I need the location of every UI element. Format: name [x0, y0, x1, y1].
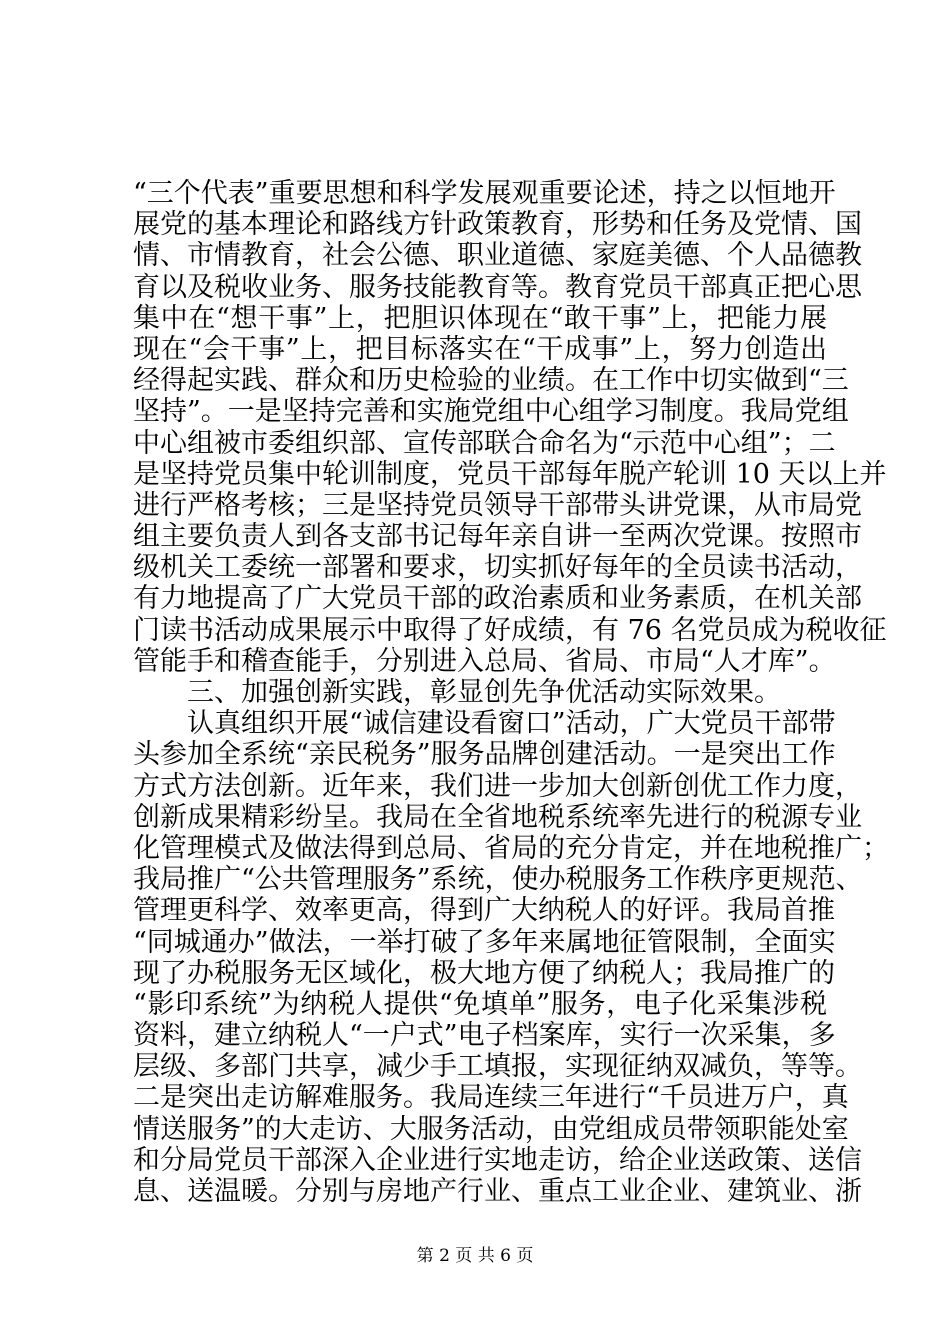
text-line: 创新成果精彩纷呈。我局在全省地税系统率先进行的税源专业	[133, 801, 862, 833]
text-line: 认真组织开展“诚信建设看窗口”活动，广大党员干部带	[187, 708, 836, 740]
text-line: 资料，建立纳税人“一户式”电子档案库，实行一次采集，多	[133, 1020, 836, 1052]
body-text	[133, 178, 889, 1207]
text-line: 组主要负责人到各支部书记每年亲自讲一至两次党课。按照市	[133, 521, 862, 553]
text-line: 管能手和稽查能手，分别进入总局、省局、市局“人才库”。	[133, 645, 836, 677]
text-line: 坚持”。一是坚持完善和实施党组中心组学习制度。我局党组	[133, 396, 849, 428]
text-line: 息、送温暖。分别与房地产行业、重点工业企业、建筑业、浙	[133, 1176, 862, 1207]
text-line: 门读书活动成果展示中取得了好成绩，有 76 名党员成为税收征	[133, 614, 887, 646]
text-line: “三个代表”重要思想和科学发展观重要论述，持之以恒地开	[133, 178, 836, 209]
text-line: 头参加全系统“亲民税务”服务品牌创建活动。一是突出工作	[133, 739, 836, 771]
text-line: 育以及税收业务、服务技能教育等。教育党员干部真正把心思	[133, 271, 862, 303]
text-line: 情送服务”的大走访、大服务活动，由党组成员带领职能处室	[133, 1113, 849, 1145]
section-heading: 三、加强创新实践，彰显创先争优活动实际效果。	[187, 677, 781, 708]
text-line: 集中在“想干事”上，把胆识体现在“敢干事”上，把能力展	[133, 302, 827, 334]
text-line: 展党的基本理论和路线方针政策教育，形势和任务及党情、国	[133, 209, 862, 241]
text-line: “同城通办”做法，一举打破了多年来属地征管限制，全面实	[133, 926, 836, 958]
text-line: 情、市情教育，社会公德、职业道德、家庭美德、个人品德教	[133, 240, 862, 272]
text-line: 现了办税服务无区域化，极大地方便了纳税人；我局推广的	[133, 957, 835, 989]
text-line: 二是突出走访解难服务。我局连续三年进行“千员进万户，真	[133, 1082, 849, 1114]
text-line: 中心组被市委组织部、宣传部联合命名为“示范中心组”；二	[133, 427, 836, 459]
text-line: 有力地提高了广大党员干部的政治素质和业务素质，在机关部	[133, 583, 862, 615]
text-line: 和分局党员干部深入企业进行实地走访，给企业送政策、送信	[133, 1144, 862, 1176]
text-line: 级机关工委统一部署和要求，切实抓好每年的全员读书活动，	[133, 552, 862, 584]
text-line: “影印系统”为纳税人提供“免填单”服务，电子化采集涉税	[133, 988, 827, 1020]
text-line: 进行严格考核；三是坚持党员领导干部带头讲党课，从市局党	[133, 489, 862, 521]
text-line: 我局推广“公共管理服务”系统，使办税服务工作秩序更规范、	[133, 864, 863, 896]
page-number-footer: 第 2 页 共 6 页	[416, 1246, 534, 1266]
text-line: 层级、多部门共享，减少手工填报，实现征纳双减负，等等。	[133, 1051, 862, 1083]
text-line: 方式方法创新。近年来，我们进一步加大创新创优工作力度，	[133, 770, 862, 802]
text-line: 是坚持党员集中轮训制度，党员干部每年脱产轮训 10 天以上并	[133, 458, 887, 490]
text-line: 管理更科学、效率更高，得到广大纳税人的好评。我局首推	[133, 895, 835, 927]
text-line: 化管理模式及做法得到总局、省局的充分肯定，并在地税推广；	[133, 832, 889, 864]
text-line: 现在“会干事”上，把目标落实在“干成事”上，努力创造出	[133, 333, 827, 365]
text-line: 经得起实践、群众和历史检验的业绩。在工作中切实做到“三	[133, 365, 849, 397]
